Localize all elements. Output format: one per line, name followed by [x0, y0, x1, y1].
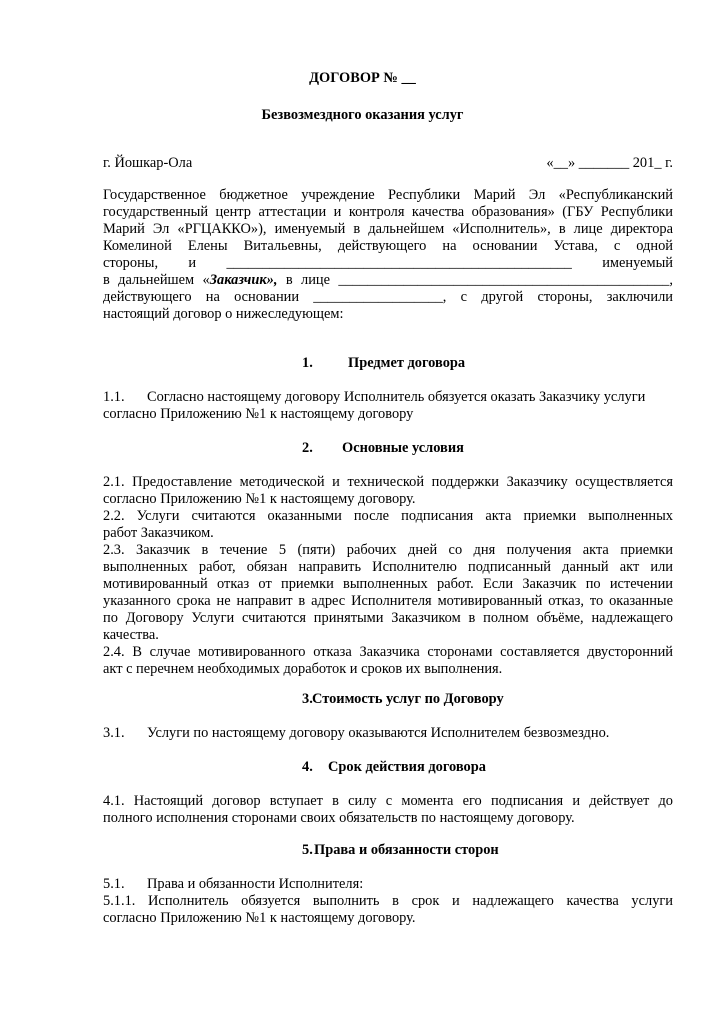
clause-5-1-1-cont: согласно Приложению №1 к настоящему договору.	[103, 910, 416, 926]
clause-2-3-line-3: мотивированный отказ от приемки выполненных работ. Если Заказчик по истечении	[103, 576, 673, 592]
preamble-line-6: в дальнейшем «Заказчик», в лице ______________________________________________,	[103, 272, 673, 288]
clause-4-1-cont: полного исполнения сторонами своих обязательств по настоящему договору.	[103, 810, 575, 826]
clause-2-2-cont: работ Заказчиком.	[103, 525, 214, 541]
clause-1-1: 1.1. Согласно настоящему договору Исполнитель обязуется оказать Заказчику услуги	[103, 389, 646, 405]
clause-2-1: 2.1. Предоставление методической и технической поддержки Заказчику осуществляется	[103, 474, 673, 490]
place-date-line	[103, 155, 673, 173]
clause-2-3-line-4: указанного срока не направит в адрес Исполнителя мотивированный отказ, то оказанные	[103, 593, 673, 609]
clause-3-1: 3.1. Услуги по настоящему договору оказываются Исполнителем безвозмездно.	[103, 725, 610, 741]
preamble-line-7: действующего на основании __________________, с другой стороны, заключили	[103, 289, 673, 305]
clause-1-1-cont: согласно Приложению №1 к настоящему договору	[103, 406, 414, 422]
clause-2-4-cont: акт с перечнем необходимых доработок и сроков их выполнения.	[103, 661, 503, 677]
customer-name-blank: ________________________________________________	[226, 255, 572, 271]
document-page: ДОГОВОР № __ Безвозмездного оказания услуг г. Йошкар-Ола «__» _______ 201_ г. Государственное бюджетное учреждение Республики Марий Эл «Республиканский государственный центр аттестации и контроля качества образования» (ГБУ Республики Марий Эл «РГЦАККО»), именуемый в дальнейшем «Исполнитель», в лице директора Комелиной Елены Витальевны, действующего на основании Устава, с одной стороны, и ________________________________________________ именуемый в дальнейшем «Заказчик», в лице ______________________________________________, действующего на основании __________________, с другой стороны, заключили настоящий договор о нижеследующем: 1. Предмет договора 1.1. Согласно настоящему договору Исполнитель обязуется оказать Заказчику услуги согласно Приложению №1 к настоящему договору 2. Основные условия 2.1. Предоставление методической и технической поддержки Заказчику осуществляется согласно Приложению №1 к настоящему договору. 2.2. Услуги считаются оказанными после подписания акта приемки выполненных работ Заказчиком. 2.3. Заказчик в течение 5 (пяти) рабочих дней со дня получения акта приемки выполненных работ, обязан направить Исполнителю подписанный данный акт или мотивированный отказ от приемки выполненных работ. Если Заказчик по истечении указанного срока не направит в адрес Исполнителя мотивированный отказ, то оказанные по Договору Услуги считаются принятыми Заказчиком в полном объёме, надлежащего качества. 2.4. В случае мотивированного отказа Заказчика сторонами составляется двусторонний акт с перечнем необходимых доработок и сроков их выполнения. 3. Стоимость услуг по Договору 3.1. Услуги по настоящему договору оказываются Исполнителем безвозмездно. 4. Срок действия договора 4.1. Настоящий договор вступает в силу с момента его подписания и действует до полного исполнения сторонами своих обязательств по настоящему договору. 5. Права и обязанности сторон 5.1. Права и обязанности Исполнителя: 5.1.1. Исполнитель обязуется выполнить в срок и надлежащего качества услуги согласно Приложению №1 к настоящему договору.	[0, 0, 725, 1024]
clause-4-1: 4.1. Настоящий договор вступает в силу с момента его подписания и действует до	[103, 793, 673, 809]
clause-2-2: 2.2. Услуги считаются оказанными после подписания акта приемки выполненных	[103, 508, 673, 524]
preamble-line-4: Комелиной Елены Витальевны, действующего на основании Устава, с одной	[103, 238, 673, 254]
preamble-line-1: Государственное бюджетное учреждение Республики Марий Эл «Республиканский	[103, 187, 673, 203]
preamble-line-8: настоящий договор о нижеследующем:	[103, 306, 344, 322]
customer-term: «Заказчик»,	[202, 272, 278, 288]
clause-5-1-1: 5.1.1. Исполнитель обязуется выполнить в срок и надлежащего качества услуги	[103, 893, 673, 909]
clause-5-1: 5.1. Права и обязанности Исполнителя:	[103, 876, 364, 892]
document-subtitle: Безвозмездного оказания услуг	[261, 107, 464, 123]
document-title: ДОГОВОР № __	[309, 70, 416, 86]
clause-2-1-cont: согласно Приложению №1 к настоящему договору.	[103, 491, 416, 507]
preamble-line-5: стороны, и ________________________________________________ именуемый	[103, 255, 673, 271]
clause-2-4: 2.4. В случае мотивированного отказа Заказчика сторонами составляется двусторонний	[103, 644, 673, 660]
city: г. Йошкар-Ола	[103, 155, 193, 171]
representative-blank: ______________________________________________,	[338, 272, 673, 288]
clause-2-3-line-6: качества.	[103, 627, 159, 643]
clause-2-3-line-5: по Договору Услуги считаются принятыми Заказчиком в полном объёме, надлежащего	[103, 610, 673, 626]
contract-date: «__» _______ 201_ г.	[546, 155, 673, 171]
clause-2-3: 2.3. Заказчик в течение 5 (пяти) рабочих дней со дня получения акта приемки	[103, 542, 673, 558]
clause-2-3-line-2: выполненных работ, обязан направить Исполнителю подписанный данный акт или	[103, 559, 673, 575]
basis-blank: __________________,	[313, 289, 447, 305]
preamble-line-2: государственный центр аттестации и контроля качества образования» (ГБУ Республики	[103, 204, 673, 220]
preamble-line-3: Марий Эл «РГЦАККО»), именуемый в дальнейшем «Исполнитель», в лице директора	[103, 221, 673, 237]
